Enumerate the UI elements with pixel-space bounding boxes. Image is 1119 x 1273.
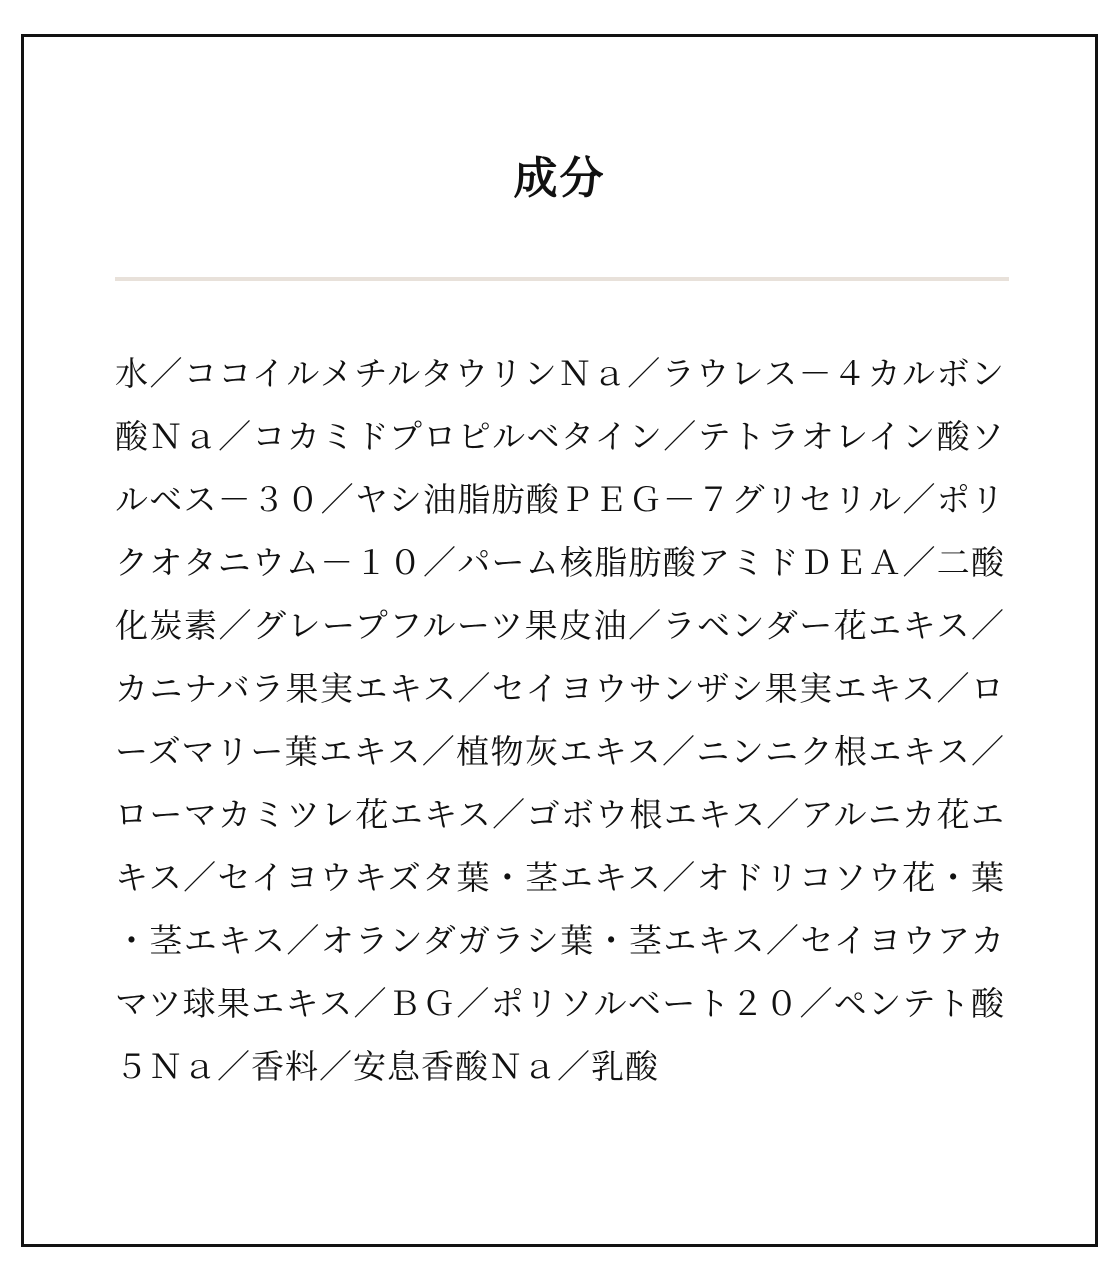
ingredients-list: 水／ココイルメチルタウリンＮａ／ラウレス－４カルボン酸Ｎａ／コカミドプロピルベタイン／テトラオレイン酸ソルベス－３０／ヤシ油脂肪酸ＰＥＧ－７グリセリル／ポリクオタニウム－１０／パーム核脂肪酸アミドＤＥＡ／二酸化炭素／グレープフルーツ果皮油／ラベンダー花エキス／カニナバラ果実エキス／セイヨウサンザシ果実エキス／ローズマリー葉エキス／植物灰エキス／ニンニク根エキス／ローマカミツレ花エキス／ゴボウ根エキス／アルニカ花エキス／セイヨウキズタ葉・茎エキス／オドリコソウ花・葉・茎エキス／オランダガラシ葉・茎エキス／セイヨウアカマツ球果エキス／ＢＧ／ポリソルベート２０／ペンテト酸５Ｎａ／香料／安息香酸Ｎａ／乳酸 — [115, 354, 1005, 1086]
ingredients-panel — [21, 34, 1098, 1247]
section-title: 成分 — [513, 153, 606, 204]
title-divider — [115, 277, 1009, 281]
